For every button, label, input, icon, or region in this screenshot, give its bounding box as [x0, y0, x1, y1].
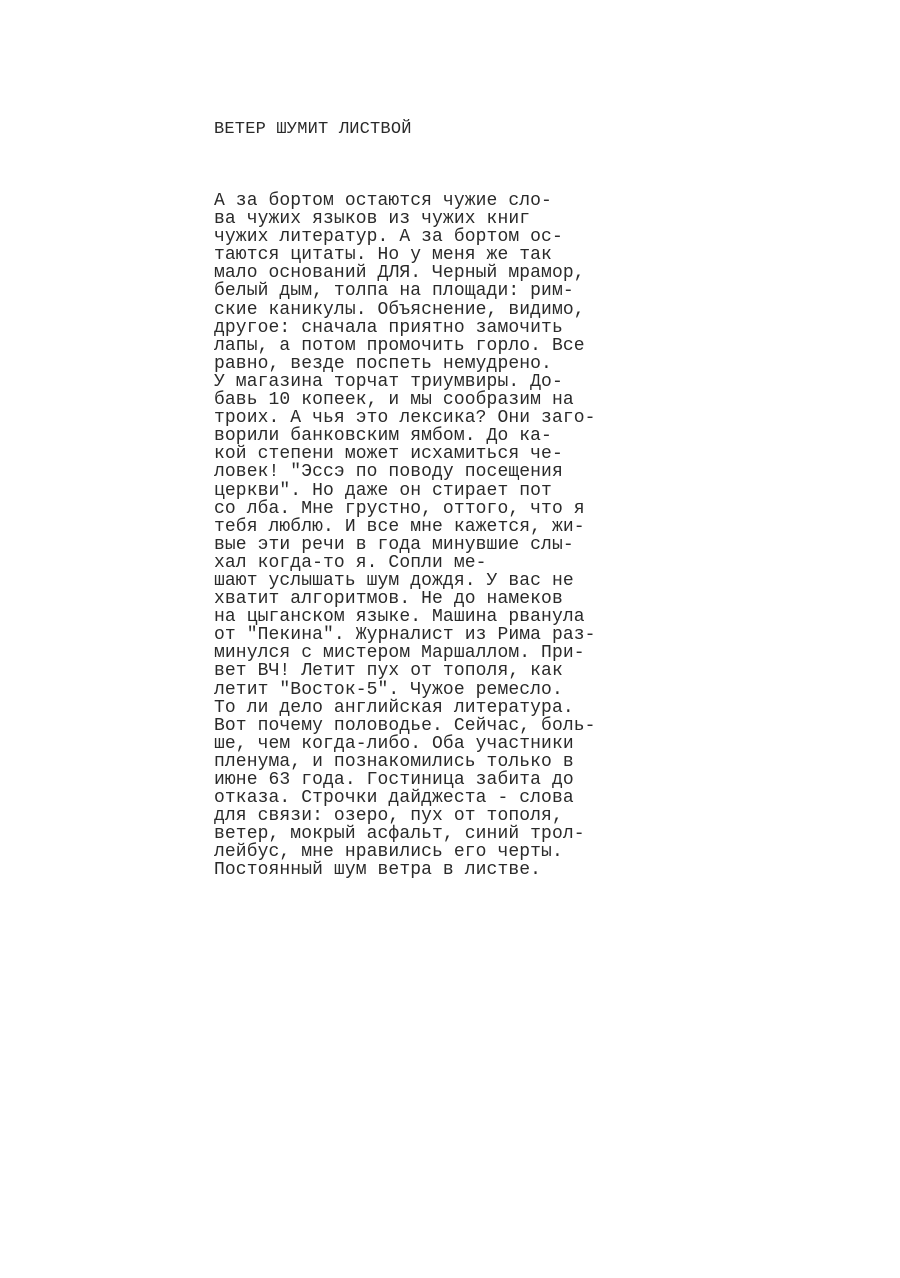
text-line: шают услышать шум дождя. У вас не — [214, 570, 574, 591]
text-line: То ли дело английская литература. — [214, 697, 574, 718]
text-line: отказа. Строчки дайджеста - слова — [214, 788, 574, 809]
document-title: ВЕТЕР ШУМИТ ЛИСТВОЙ — [214, 120, 412, 139]
text-line: хал когда-то я. Сопли ме- — [214, 552, 487, 573]
text-line: вые эти речи в года минувшие слы- — [214, 534, 574, 555]
text-line: таются цитаты. Но у меня же так — [214, 245, 552, 266]
text-line: Вот почему половодье. Сейчас, боль- — [214, 715, 596, 736]
text-line: кой степени может исхамиться че- — [214, 444, 563, 465]
text-line: троих. А чья это лексика? Они заго- — [214, 408, 596, 429]
text-line: ветер, мокрый асфальт, синий трол- — [214, 824, 585, 845]
document-body — [214, 192, 694, 880]
text-line: бавь 10 копеек, и мы сообразим на — [214, 390, 574, 411]
text-line: белый дым, толпа на площади: рим- — [214, 281, 574, 302]
text-line: Постоянный шум ветра в листве. — [214, 860, 542, 881]
text-line: ва чужих языков из чужих книг — [214, 209, 531, 230]
text-line: летит "Восток-5". Чужое ремесло. — [214, 679, 563, 700]
text-line: тебя люблю. И все мне кажется, жи- — [214, 516, 585, 537]
text-line: хватит алгоритмов. Не до намеков — [214, 589, 563, 610]
text-line: вет ВЧ! Летит пух от тополя, как — [214, 661, 563, 682]
text-line: мало оснований ДЛЯ. Черный мрамор, — [214, 263, 585, 284]
text-line: июне 63 года. Гостиница забита до — [214, 770, 574, 790]
text-line: А за бортом остаются чужие сло- — [214, 191, 552, 211]
text-line: другое: сначала приятно замочить — [214, 317, 563, 338]
text-line: минулся с мистером Маршаллом. При- — [214, 643, 585, 664]
text-line: У магазина торчат триумвиры. До- — [214, 371, 563, 392]
text-line: для связи: озеро, пух от тополя, — [214, 806, 563, 827]
text-line: лапы, а потом промочить горло. Все — [214, 335, 585, 356]
text-line: на цыганском языке. Машина рванула — [214, 607, 585, 628]
text-line: ше, чем когда-либо. Оба участники — [214, 733, 574, 754]
text-line: пленума, и познакомились только в — [214, 751, 574, 772]
text-line: ворили банковским ямбом. До ка- — [214, 426, 552, 447]
text-line: ские каникулы. Объяснение, видимо, — [214, 299, 585, 320]
text-line: от "Пекина". Журналист из Рима раз- — [214, 625, 596, 646]
text-line: лейбус, мне нравились его черты. — [214, 842, 563, 863]
text-line: равно, везде поспеть немудрено. — [214, 353, 552, 374]
text-line: церкви". Но даже он стирает пот — [214, 480, 552, 501]
text-line: чужих литератур. А за бортом ос- — [214, 227, 563, 248]
text-line: со лба. Мне грустно, оттого, что я — [214, 498, 585, 519]
text-line: ловек! "Эссэ по поводу посещения — [214, 462, 563, 483]
